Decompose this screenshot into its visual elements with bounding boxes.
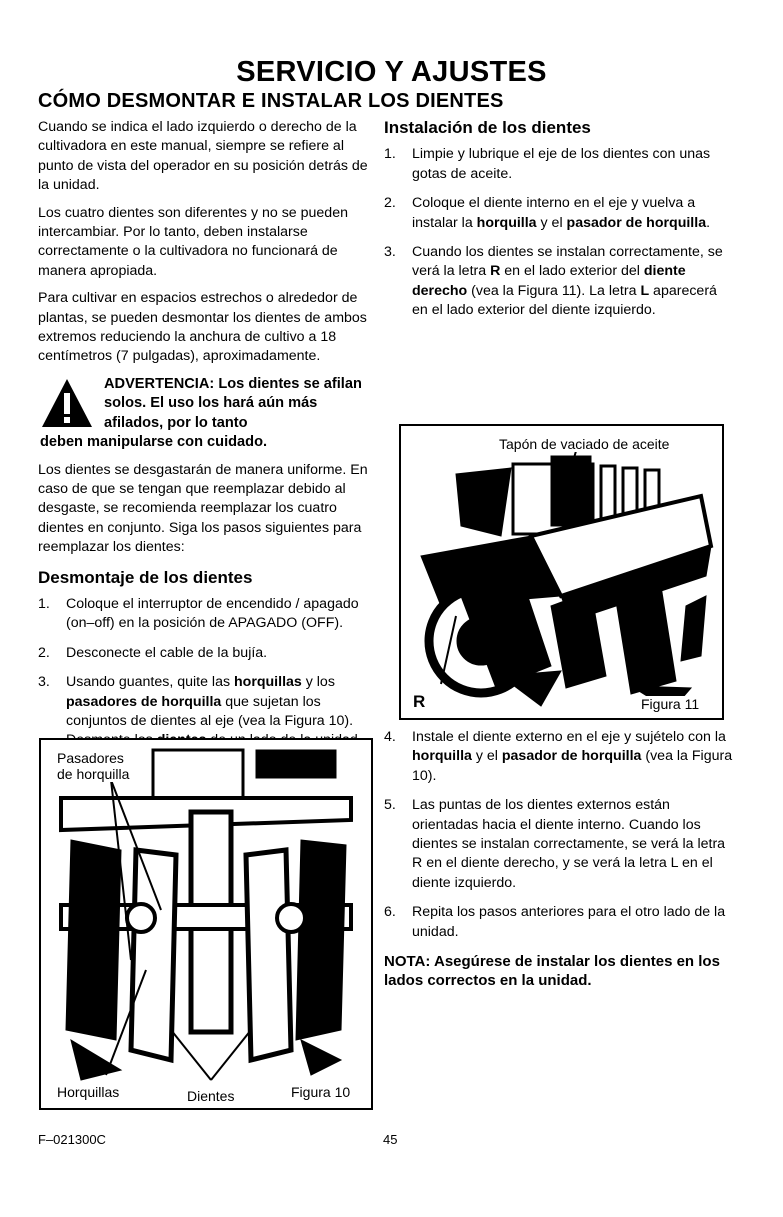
install-steps-continued	[384, 728, 736, 942]
document-code: F–021300C	[38, 1132, 106, 1147]
paragraph: Los dientes se desgastarán de manera uniforme. En caso de que se tengan que reemplazar debido al desgaste, se recomienda reemplazar los cuatro dientes en conjunto. Siga los pasos siguientes para reemplazar los dientes:	[38, 461, 368, 556]
list-item: 4. Instale el diente externo en el eje y sujételo con la horquilla y el pasador de horquilla (vea la Figura 10).	[384, 729, 733, 784]
pins-label-line2: de horquilla	[57, 766, 130, 782]
tines-label: Dientes	[187, 1088, 235, 1104]
figure-caption: Figura 10	[291, 1084, 351, 1100]
list-item: 2. Desconecte el cable de la bujía.	[38, 644, 268, 661]
list-item: 2. Coloque el diente interno en el eje y vuelva a instalar la horquilla y el pasador de horquilla.	[384, 195, 711, 231]
warning-text-tail: deben manipularse con cuidado.	[40, 434, 268, 451]
tine-r-label: R	[413, 692, 426, 711]
paragraph: Los cuatro dientes son diferentes y no se pueden intercambiar. Por lo tanto, deben instalarse correctamente o la cultivadora no funcionará de manera apropiada.	[38, 204, 348, 279]
install-heading: Instalación de los dientes	[384, 118, 591, 137]
list-item: 1. Limpie y lubrique el eje de los dientes con unas gotas de aceite.	[384, 146, 711, 182]
left-column	[38, 118, 373, 761]
page-number: 45	[383, 1132, 398, 1147]
note: NOTA: Asegúrese de instalar los dientes en los lados correctos en la unidad.	[384, 953, 720, 990]
figure-caption: Figura 11	[641, 696, 700, 712]
install-steps	[384, 145, 736, 320]
list-item: 5. Las puntas de los dientes externos están orientadas hacia el diente interno. Cuando los dientes se instalan correctamente, se verá la letra R en el diente derecho, y se verá la letra L en el diente izquierdo.	[384, 797, 726, 891]
list-item: 3. Cuando los dientes se instalan correctamente, se verá la letra R en el lado exterior del diente derecho (vea la Figura 11). La letra L aparecerá en el lado exterior del diente izquierdo.	[384, 244, 723, 319]
paragraph: Para cultivar en espacios estrechos o alrededor de plantas, se pueden desmontar los dientes de ambos extremos reduciendo la anchura de cultivo a 18 centímetros (7 pulgadas), aproximadamente.	[38, 290, 367, 365]
right-column-lower	[384, 728, 736, 999]
warning-text: ADVERTENCIA: Los dientes se afilan solos. El uso los hará aún más afilados, por lo tanto	[104, 375, 362, 431]
figure-10	[39, 738, 373, 1110]
page-title: SERVICIO Y AJUSTES	[236, 56, 547, 88]
removal-steps	[38, 595, 373, 751]
tine-assembly-illustration	[41, 740, 371, 1108]
right-column	[384, 118, 736, 331]
oil-plug-label: Tapón de vaciado de aceite	[499, 436, 670, 452]
clips-label: Horquillas	[57, 1084, 120, 1100]
tiller-side-illustration	[401, 426, 722, 718]
list-item: 1. Coloque el interruptor de encendido / apagado (on–off) en la posición de APAGADO (OFF).	[38, 595, 359, 632]
list-item: 3. Usando guantes, quite las horquillas y los pasadores de horquilla que sujetan los conjuntos de dientes al eje (vea la Figura 10).	[38, 674, 354, 729]
warning-block	[38, 375, 373, 453]
figure-11	[399, 424, 724, 720]
warning-triangle-icon	[40, 377, 94, 429]
section-title: CÓMO DESMONTAR E INSTALAR LOS DIENTES	[38, 90, 504, 112]
pins-label: Pasadores	[57, 750, 124, 766]
paragraph: Cuando se indica el lado izquierdo o derecho de la cultivadora en este manual, siempre se refiere al punto de vista del operador en su posición detrás de la unidad.	[38, 119, 368, 194]
removal-heading: Desmontaje de los dientes	[38, 567, 253, 587]
list-item: 6. Repita los pasos anteriores para el otro lado de la unidad.	[384, 904, 726, 940]
